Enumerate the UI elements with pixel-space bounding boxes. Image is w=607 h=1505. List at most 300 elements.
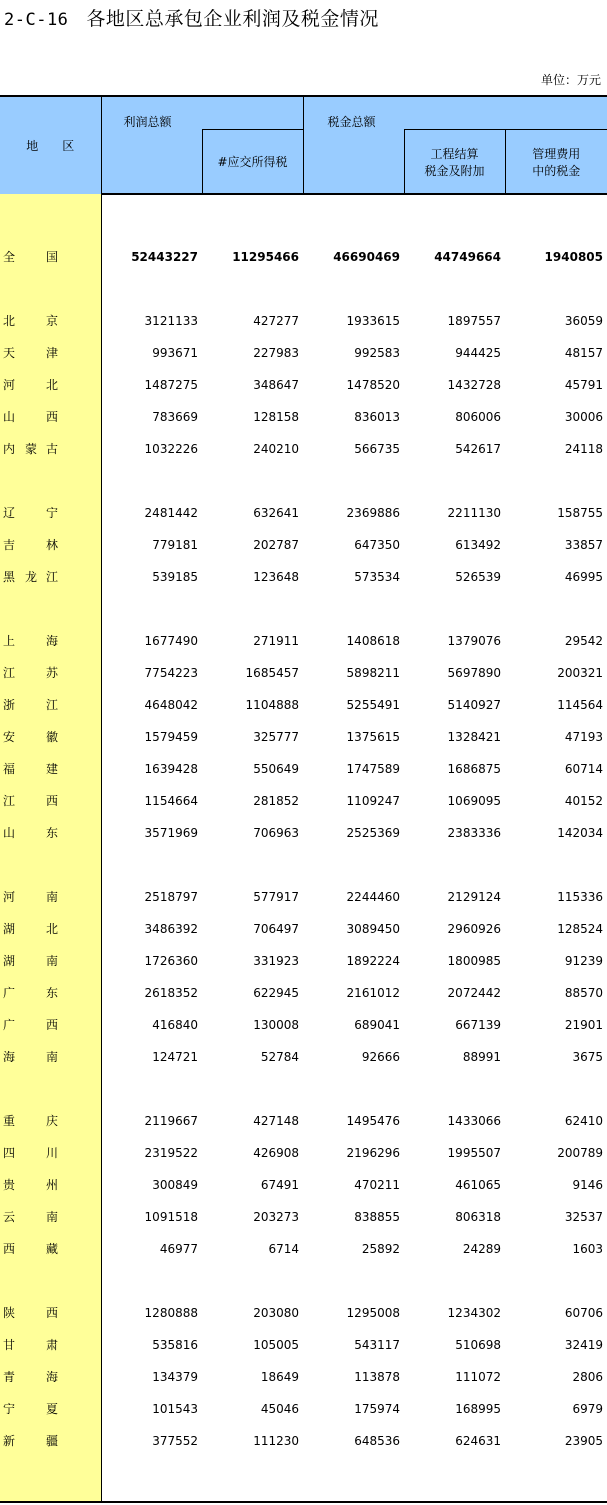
region-name-char: 疆 [46,1434,59,1448]
cell-mgmt-tax: 91239 [564,954,603,968]
cell-income-tax: 632641 [253,506,299,520]
region-name [0,241,101,273]
cell-income-tax: 550649 [253,762,299,776]
cell-profit-total: 535816 [152,1338,198,1352]
region-name-text [0,753,101,785]
cell-income-tax: 325777 [253,730,299,744]
region-name-char: 广 [3,1018,16,1032]
cell-profit-total: 2481442 [144,506,198,520]
region-name [0,433,101,465]
region-name-char: 吉 [3,538,16,552]
cell-settlement-tax: 1432728 [447,378,501,392]
table-row [0,561,607,593]
region-name-text [0,721,101,753]
cell-settlement-tax: 1433066 [447,1114,501,1128]
table-code: 2-C-16 [4,10,69,30]
cell-settlement-tax: 2211130 [447,506,501,520]
region-name [0,1297,101,1329]
cell-profit-total: 779181 [152,538,198,552]
cell-profit-total: 3486392 [144,922,198,936]
region-name-char: 苏 [46,666,59,680]
region-name [0,1329,101,1361]
region-name-text [0,561,101,593]
region-name-text [0,1393,101,1425]
region-name-text [0,977,101,1009]
cell-income-tax: 348647 [253,378,299,392]
table-row [0,1041,607,1073]
region-name-char: 海 [46,1370,59,1384]
region-name-char: 肃 [46,1338,59,1352]
spacer-cell [505,593,607,625]
region-name-char: 重 [3,1114,16,1128]
cell-mgmt-tax: 40152 [564,794,603,808]
region-name-char: 东 [46,986,59,1000]
cell-income-tax: 203273 [253,1210,299,1224]
table-row [0,785,607,817]
cell-settlement-tax: 461065 [455,1178,501,1192]
spacer-cell [0,593,101,625]
spacer-row [0,593,607,625]
cell-mgmt-tax: 62410 [564,1114,603,1128]
cell-settlement-tax: 542617 [455,442,501,456]
cell-mgmt-tax: 24118 [564,442,603,456]
cell-profit-total: 2518797 [144,890,198,904]
spacer-cell [404,465,505,497]
cell-tax-total: 3089450 [346,922,400,936]
table-row [0,497,607,529]
header-mgmt-tax-line2: 中的税金 [532,163,581,178]
cell-settlement-tax: 806006 [455,410,501,424]
spacer-cell [505,465,607,497]
region-name [0,1393,101,1425]
table-title: 各地区总承包企业利润及税金情况 [86,8,379,30]
region-name [0,497,101,529]
cell-income-tax: 706963 [253,826,299,840]
cell-profit-total: 52443227 [131,250,198,264]
spacer-cell [404,1457,505,1502]
spacer-cell [303,1073,404,1105]
cell-mgmt-tax: 60714 [564,762,603,776]
region-name-char: 陕 [3,1306,16,1320]
region-name-char: 浙 [3,698,16,712]
cell-income-tax: 67491 [260,1178,299,1192]
region-name-char: 山 [3,410,16,424]
cell-tax-total: 1747589 [346,762,400,776]
region-name-text [0,1137,101,1169]
spacer-cell [101,1457,202,1502]
region-name [0,721,101,753]
cell-tax-total: 1408618 [346,634,400,648]
spacer-row [0,1457,607,1502]
table-row [0,1009,607,1041]
spacer-cell [404,593,505,625]
region-name-char: 夏 [46,1402,59,1416]
region-name-char: 山 [3,826,16,840]
region-name-char: 龙 [25,570,38,584]
spacer-cell [101,194,202,241]
region-name-char: 津 [46,346,59,360]
region-name-char: 全 [3,250,16,264]
region-name-text [0,1105,101,1137]
region-name-char: 上 [3,634,16,648]
cell-mgmt-tax: 29542 [564,634,603,648]
region-name-char: 徽 [46,730,59,744]
table-row [0,657,607,689]
region-name-char: 林 [46,538,59,552]
header-tax-spacer-1 [404,96,505,130]
spacer-cell [404,273,505,305]
spacer-cell [505,1457,607,1502]
cell-tax-total: 838855 [354,1210,400,1224]
cell-income-tax: 6714 [268,1242,299,1256]
cell-profit-total: 46977 [159,1242,198,1256]
cell-income-tax: 227983 [253,346,299,360]
cell-income-tax: 706497 [253,922,299,936]
region-name-text [0,1233,101,1265]
cell-income-tax: 130008 [253,1018,299,1032]
spacer-cell [101,849,202,881]
region-name-char: 西 [3,1242,16,1256]
spacer-cell [202,1457,303,1502]
region-name-char: 江 [46,570,59,584]
header-settlement-tax-line1: 工程结算 [430,146,479,161]
region-name-char: 建 [46,762,59,776]
cell-mgmt-tax: 6979 [572,1402,603,1416]
cell-income-tax: 427148 [253,1114,299,1128]
cell-income-tax: 123648 [253,570,299,584]
region-name [0,817,101,849]
cell-mgmt-tax: 115336 [557,890,603,904]
cell-mgmt-tax: 48157 [564,346,603,360]
cell-income-tax: 1104888 [245,698,299,712]
cell-income-tax: 240210 [253,442,299,456]
spacer-cell [0,1073,101,1105]
region-name-char: 贵 [3,1178,16,1192]
spacer-cell [202,465,303,497]
region-name-text [0,817,101,849]
cell-income-tax: 426908 [253,1146,299,1160]
cell-profit-total: 416840 [152,1018,198,1032]
region-name [0,337,101,369]
cell-income-tax: 11295466 [232,250,299,264]
spacer-row [0,194,607,241]
header-region: 地区 [0,96,101,194]
region-name-text [0,529,101,561]
cell-tax-total: 543117 [354,1338,400,1352]
region-name-char: 江 [3,794,16,808]
cell-settlement-tax: 806318 [455,1210,501,1224]
table-row [0,1361,607,1393]
region-name-text [0,1201,101,1233]
cell-mgmt-tax: 33857 [564,538,603,552]
cell-settlement-tax: 88991 [462,1050,501,1064]
cell-mgmt-tax: 88570 [564,986,603,1000]
cell-mgmt-tax: 128524 [557,922,603,936]
cell-tax-total: 2525369 [346,826,400,840]
spacer-cell [404,194,505,241]
table-row [0,625,607,657]
cell-mgmt-tax: 114564 [557,698,603,712]
cell-income-tax: 18649 [260,1370,299,1384]
region-name-text [0,241,101,273]
table-row [0,529,607,561]
cell-income-tax: 52784 [260,1050,299,1064]
cell-income-tax: 331923 [253,954,299,968]
cell-mgmt-tax: 21901 [564,1018,603,1032]
region-name-text [0,1297,101,1329]
table-row [0,1233,607,1265]
region-name [0,1105,101,1137]
spacer-row [0,1073,607,1105]
region-name-char: 西 [46,410,59,424]
region-name-char: 河 [3,378,16,392]
spacer-row [0,465,607,497]
cell-profit-total: 1487275 [144,378,198,392]
cell-income-tax: 111230 [253,1434,299,1448]
region-name-char: 国 [46,250,59,264]
spacer-cell [303,273,404,305]
cell-mgmt-tax: 23905 [564,1434,603,1448]
header-settlement-tax-line2: 税金及附加 [424,163,485,178]
region-name [0,945,101,977]
cell-settlement-tax: 1686875 [447,762,501,776]
region-name-char: 北 [46,378,59,392]
region-name-char: 宁 [46,506,59,520]
header-tax-cont [303,130,404,195]
region-name-char: 四 [3,1146,16,1160]
cell-profit-total: 2319522 [144,1146,198,1160]
table-row [0,1137,607,1169]
cell-income-tax: 427277 [253,314,299,328]
cell-tax-total: 1295008 [346,1306,400,1320]
cell-settlement-tax: 526539 [455,570,501,584]
region-name-text [0,625,101,657]
cell-profit-total: 1091518 [144,1210,198,1224]
cell-income-tax: 203080 [253,1306,299,1320]
region-name-char: 北 [3,314,16,328]
region-name-text [0,305,101,337]
spacer-cell [303,849,404,881]
spacer-cell [505,273,607,305]
region-name-char: 南 [46,890,59,904]
cell-profit-total: 1280888 [144,1306,198,1320]
table-row [0,977,607,1009]
cell-profit-total: 377552 [152,1434,198,1448]
spacer-cell [303,1457,404,1502]
cell-profit-total: 300849 [152,1178,198,1192]
region-name [0,913,101,945]
table-row [0,1169,607,1201]
cell-settlement-tax: 1995507 [447,1146,501,1160]
region-name [0,689,101,721]
spacer-cell [505,1073,607,1105]
spacer-cell [505,1265,607,1297]
header-mgmt-tax-line1: 管理费用 [532,146,581,161]
table-row [0,881,607,913]
region-name-char: 南 [46,1210,59,1224]
region-name [0,305,101,337]
spacer-cell [202,194,303,241]
cell-profit-total: 1726360 [144,954,198,968]
cell-profit-total: 2618352 [144,986,198,1000]
table-row [0,721,607,753]
cell-settlement-tax: 1800985 [447,954,501,968]
header-profit-cont [101,130,202,195]
table-row [0,401,607,433]
cell-income-tax: 105005 [253,1338,299,1352]
cell-tax-total: 573534 [354,570,400,584]
spacer-cell [101,1265,202,1297]
spacer-cell [303,194,404,241]
cell-tax-total: 1109247 [346,794,400,808]
table-row [0,817,607,849]
spacer-cell [303,1265,404,1297]
region-name-char: 海 [46,634,59,648]
cell-settlement-tax: 667139 [455,1018,501,1032]
spacer-cell [404,849,505,881]
spacer-cell [505,194,607,241]
table-header [0,96,607,194]
cell-settlement-tax: 1379076 [447,634,501,648]
spacer-row [0,273,607,305]
region-name-char: 藏 [46,1242,59,1256]
cell-tax-total: 2244460 [346,890,400,904]
cell-settlement-tax: 510698 [455,1338,501,1352]
cell-mgmt-tax: 36059 [564,314,603,328]
region-name-char: 南 [46,954,59,968]
cell-income-tax: 202787 [253,538,299,552]
region-name [0,1041,101,1073]
spacer-cell [202,849,303,881]
region-name-text [0,945,101,977]
cell-mgmt-tax: 3675 [572,1050,603,1064]
spacer-cell [505,849,607,881]
cell-profit-total: 4648042 [144,698,198,712]
cell-mgmt-tax: 1603 [572,1242,603,1256]
table-row [0,305,607,337]
region-name-char: 天 [3,346,16,360]
cell-settlement-tax: 1328421 [447,730,501,744]
region-name-char: 海 [3,1050,16,1064]
region-name [0,401,101,433]
spacer-cell [404,1265,505,1297]
region-name-char: 北 [46,922,59,936]
table-row [0,913,607,945]
cell-mgmt-tax: 200789 [557,1146,603,1160]
cell-profit-total: 3571969 [144,826,198,840]
unit-label: 单位：万元 [540,73,601,87]
cell-tax-total: 992583 [354,346,400,360]
cell-settlement-tax: 1897557 [447,314,501,328]
cell-mgmt-tax: 9146 [572,1178,603,1192]
page-title [4,4,379,34]
cell-settlement-tax: 2383336 [447,826,501,840]
region-name-char: 安 [3,730,16,744]
region-name [0,1233,101,1265]
cell-profit-total: 1579459 [144,730,198,744]
spacer-cell [0,1457,101,1502]
region-name-text [0,1041,101,1073]
cell-tax-total: 5898211 [346,666,400,680]
cell-tax-total: 1892224 [346,954,400,968]
header-tax-total: 税金总额 [303,96,404,130]
spacer-cell [0,1265,101,1297]
cell-income-tax: 271911 [253,634,299,648]
cell-mgmt-tax: 200321 [557,666,603,680]
cell-tax-total: 566735 [354,442,400,456]
cell-profit-total: 1154664 [144,794,198,808]
cell-profit-total: 101543 [152,1402,198,1416]
cell-profit-total: 134379 [152,1370,198,1384]
region-name-char: 京 [46,314,59,328]
cell-mgmt-tax: 32419 [564,1338,603,1352]
cell-tax-total: 92666 [361,1050,400,1064]
region-name-char: 湖 [3,954,16,968]
region-name [0,1201,101,1233]
cell-income-tax: 128158 [253,410,299,424]
region-name-char: 黑 [3,570,16,584]
region-name [0,1361,101,1393]
spacer-cell [0,194,101,241]
cell-tax-total: 113878 [354,1370,400,1384]
table-row [0,1393,607,1425]
region-name [0,785,101,817]
table-row [0,689,607,721]
cell-profit-total: 1677490 [144,634,198,648]
region-name [0,625,101,657]
table-row [0,1297,607,1329]
cell-tax-total: 1933615 [346,314,400,328]
region-name-char: 广 [3,986,16,1000]
region-name-text [0,881,101,913]
cell-mgmt-tax: 158755 [557,506,603,520]
spacer-row [0,849,607,881]
spacer-cell [202,1073,303,1105]
region-name [0,1169,101,1201]
cell-profit-total: 124721 [152,1050,198,1064]
region-name [0,561,101,593]
cell-profit-total: 539185 [152,570,198,584]
header-tax-spacer-2 [505,96,607,130]
cell-settlement-tax: 168995 [455,1402,501,1416]
region-name-char: 云 [3,1210,16,1224]
region-name-char: 新 [3,1434,16,1448]
region-name-char: 西 [46,794,59,808]
region-name-text [0,1329,101,1361]
cell-settlement-tax: 44749664 [434,250,501,264]
cell-profit-total: 1032226 [144,442,198,456]
header-settlement-tax [404,130,505,195]
cell-mgmt-tax: 46995 [564,570,603,584]
header-mgmt-tax [505,130,607,195]
cell-tax-total: 25892 [361,1242,400,1256]
cell-tax-total: 836013 [354,410,400,424]
spacer-cell [202,1265,303,1297]
table-body [0,194,607,1502]
cell-profit-total: 7754223 [144,666,198,680]
cell-mgmt-tax: 47193 [564,730,603,744]
cell-income-tax: 281852 [253,794,299,808]
cell-settlement-tax: 111072 [455,1370,501,1384]
region-name-text [0,433,101,465]
region-name-char: 东 [46,826,59,840]
table-row [0,1201,607,1233]
table-row [0,369,607,401]
region-name-char: 宁 [3,1402,16,1416]
spacer-cell [202,273,303,305]
header-income-tax: #应交所得税 [202,130,303,195]
cell-mgmt-tax: 60706 [564,1306,603,1320]
